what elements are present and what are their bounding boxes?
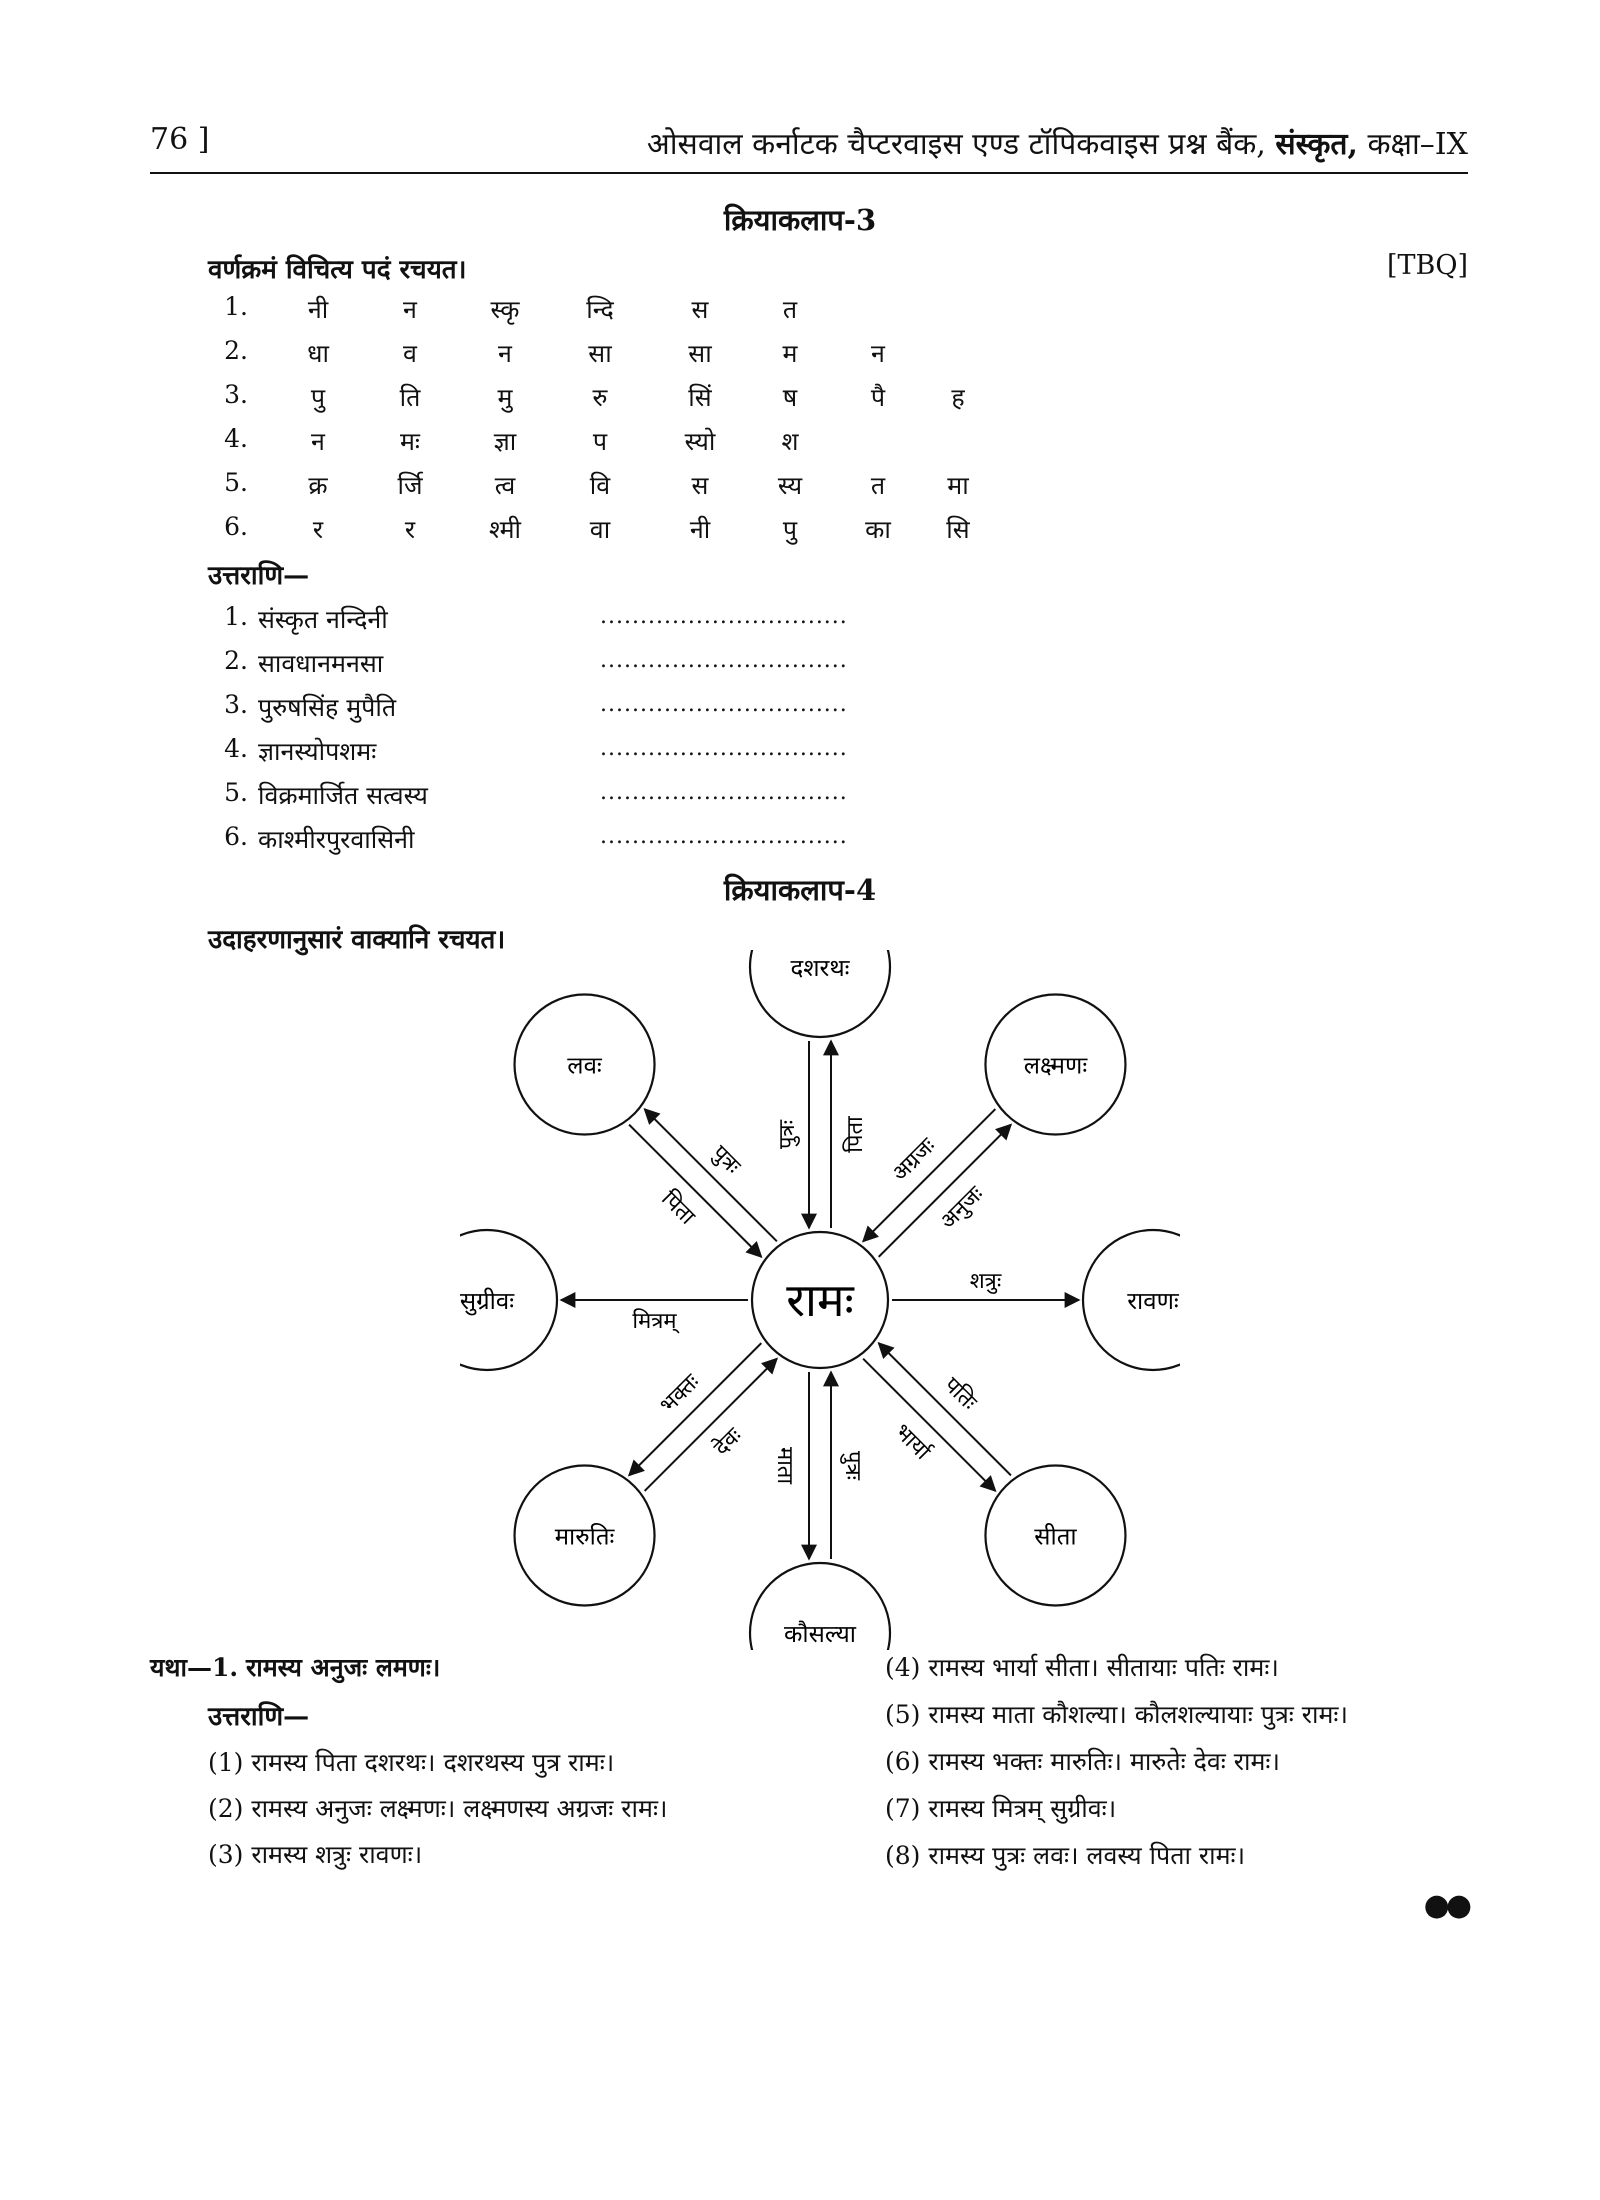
relation-label-out: पुत्रः	[706, 1140, 746, 1180]
answer-blank: ...............................	[600, 736, 848, 761]
syllable: मु	[497, 383, 513, 412]
example-prefix: यथा—1.	[150, 1653, 239, 1682]
syllable: पु	[310, 383, 326, 412]
relation-arrow-out	[879, 1125, 1011, 1257]
syllable: सा	[588, 339, 612, 368]
relation-label-out: शत्रुः	[969, 1269, 1002, 1294]
syllable-row-number: 1.	[224, 292, 248, 321]
relation-node-label: दशरथः	[790, 954, 850, 982]
relation-label-out: भार्या	[889, 1419, 935, 1465]
syllable: व	[403, 339, 417, 368]
relation-label-out: पिता	[843, 1116, 868, 1153]
activity4-instruction: उदाहरणानुसारं वाक्यानि रचयत।	[208, 925, 506, 955]
answer-text: संस्कृत नन्दिनी	[258, 605, 388, 634]
activity4-answer: (7) रामस्य मित्रम् सुग्रीवः।	[885, 1794, 1117, 1823]
syllable: स्कृ	[490, 295, 520, 324]
relation-node-label: सीता	[1034, 1522, 1077, 1551]
relationship-diagram	[460, 950, 1180, 1650]
syllable: त	[782, 295, 798, 324]
syllable: र	[404, 515, 416, 544]
running-header	[647, 122, 1468, 163]
relation-arrow-in	[863, 1109, 995, 1241]
answer-text: विक्रमार्जित सत्वस्य	[258, 781, 428, 810]
relation-node-label: लक्ष्मणः	[1023, 1051, 1088, 1080]
syllable: का	[865, 515, 891, 544]
header-rule	[150, 172, 1468, 174]
answer-text: पुरुषसिंह मुपैति	[258, 693, 397, 722]
answer-number: 2.	[224, 646, 248, 675]
activity4-answer: (3) रामस्य शत्रुः रावणः।	[208, 1840, 423, 1869]
syllable-row-number: 4.	[224, 424, 248, 453]
relation-arrow-out	[629, 1343, 761, 1475]
activity4-answer: (5) रामस्य माता कौशल्या। कौलशल्यायाः पुत्रः रामः।	[885, 1700, 1348, 1729]
syllable: ष	[782, 383, 798, 412]
activity4-answer: (8) रामस्य पुत्रः लवः। लवस्य पिता रामः।	[885, 1841, 1246, 1870]
answer-number: 6.	[224, 822, 248, 851]
answer-blank: ...............................	[600, 692, 848, 717]
activity3-answers-heading: उत्तराणि—	[208, 561, 310, 591]
relation-label-in: पिता	[656, 1186, 700, 1230]
syllable: रु	[592, 383, 608, 412]
tbq-tag: [TBQ]	[1386, 250, 1468, 281]
syllable: स्यो	[684, 427, 716, 456]
relation-label-out: भक्तः	[655, 1369, 705, 1419]
relation-arrow-in	[879, 1343, 1011, 1475]
syllable: क्र	[308, 471, 328, 500]
syllable-row-number: 6.	[224, 512, 248, 541]
relation-label-in: देवः	[709, 1423, 747, 1461]
syllable: ज्ञा	[493, 427, 517, 456]
syllable: नी	[689, 515, 711, 544]
syllable: न	[871, 339, 885, 368]
syllable-row-number: 5.	[224, 468, 248, 497]
activity4-answers-heading: उत्तराणि—	[208, 1702, 310, 1732]
activity4-answer: (4) रामस्य भार्या सीता। सीतायाः पतिः रामः।	[885, 1653, 1279, 1682]
header-title-subject: संस्कृत,	[1275, 127, 1358, 162]
activity4-title: क्रियाकलाप-4	[723, 873, 877, 907]
example-text: रामस्य अनुजः लमणः।	[246, 1653, 441, 1682]
syllable: र	[312, 515, 324, 544]
relation-label-out: मित्रम्	[632, 1309, 677, 1334]
activity4-answer: (6) रामस्य भक्तः मारुतिः। मारुतेः देवः रामः।	[885, 1747, 1280, 1776]
activity3-instruction: वर्णक्रमं विचित्य पदं रचयत।	[208, 255, 467, 285]
activity4-answer: (1) रामस्य पिता दशरथः। दशरथस्य पुत्र रामः।	[208, 1748, 615, 1777]
relation-arrow-out	[863, 1359, 995, 1491]
syllable: वि	[589, 471, 611, 500]
answer-number: 1.	[224, 602, 248, 631]
center-node-label: रामः	[786, 1273, 854, 1327]
answer-number: 4.	[224, 734, 248, 763]
syllable: स	[691, 471, 709, 500]
relation-label-out: अनुजः	[935, 1181, 989, 1235]
syllable: न्दि	[586, 295, 614, 324]
relation-node-label: रावणः	[1127, 1287, 1179, 1315]
syllable: त्व	[494, 471, 516, 500]
syllable-row-number: 3.	[224, 380, 248, 409]
answer-text: ज्ञानस्योपशमः	[258, 737, 377, 766]
syllable: न	[311, 427, 325, 456]
answer-number: 5.	[224, 778, 248, 807]
syllable: ति	[399, 383, 421, 412]
relation-label-in: पुत्रः	[840, 1450, 865, 1481]
syllable: सि	[946, 515, 970, 544]
syllable: श्मी	[488, 515, 522, 544]
syllable: वा	[589, 515, 611, 544]
syllable: स्य	[777, 471, 803, 500]
syllable: मा	[947, 471, 969, 500]
relation-node-label: मारुतिः	[554, 1522, 615, 1551]
page-number: 76 ]	[150, 122, 210, 157]
end-marker: ●●	[1423, 1888, 1468, 1923]
activity3-title: क्रियाकलाप-3	[723, 203, 877, 237]
syllable: नी	[307, 295, 329, 324]
answer-text: काश्मीरपुरवासिनी	[258, 825, 415, 854]
syllable: सिं	[688, 383, 712, 412]
header-title-suffix: कक्षा–IX	[1367, 127, 1468, 162]
relation-label-out: माता	[772, 1446, 797, 1485]
relation-node-label: लवः	[567, 1051, 602, 1080]
relation-label-in: पतिः	[938, 1372, 982, 1416]
answer-number: 3.	[224, 690, 248, 719]
relation-label-in: पुत्रः	[775, 1119, 800, 1150]
syllable: त	[870, 471, 886, 500]
header-title-prefix: ओसवाल कर्नाटक चैप्टरवाइस एण्ड टॉपिकवाइस प्रश्न बैंक,	[646, 127, 1266, 162]
syllable: मः	[399, 427, 420, 456]
activity4-answer: (2) रामस्य अनुजः लक्ष्मणः। लक्ष्मणस्य अग्रजः रामः।	[208, 1794, 668, 1823]
relation-node-label: कौसल्या	[784, 1620, 856, 1648]
example-line	[150, 1650, 440, 1684]
syllable: सा	[688, 339, 712, 368]
syllable: पु	[782, 515, 798, 544]
syllable: धा	[307, 339, 329, 368]
answer-blank: ...............................	[600, 604, 848, 629]
syllable: म	[782, 339, 798, 368]
answer-blank: ...............................	[600, 780, 848, 805]
relation-node-label: सुग्रीवः	[460, 1287, 515, 1315]
relation-label-in: अग्रजः	[887, 1133, 941, 1187]
syllable: न	[498, 339, 512, 368]
syllable: पै	[870, 383, 886, 412]
syllable: न	[403, 295, 417, 324]
relation-arrow-out	[645, 1109, 777, 1241]
relation-arrow-in	[629, 1125, 761, 1257]
syllable: प	[592, 427, 608, 456]
syllable: र्जि	[397, 471, 423, 500]
syllable: श	[781, 427, 799, 456]
syllable: स	[691, 295, 709, 324]
answer-blank: ...............................	[600, 824, 848, 849]
relation-arrow-in	[645, 1359, 777, 1491]
syllable-row-number: 2.	[224, 336, 248, 365]
answer-blank: ...............................	[600, 648, 848, 673]
syllable: ह	[951, 383, 965, 412]
answer-text: सावधानमनसा	[258, 649, 384, 678]
